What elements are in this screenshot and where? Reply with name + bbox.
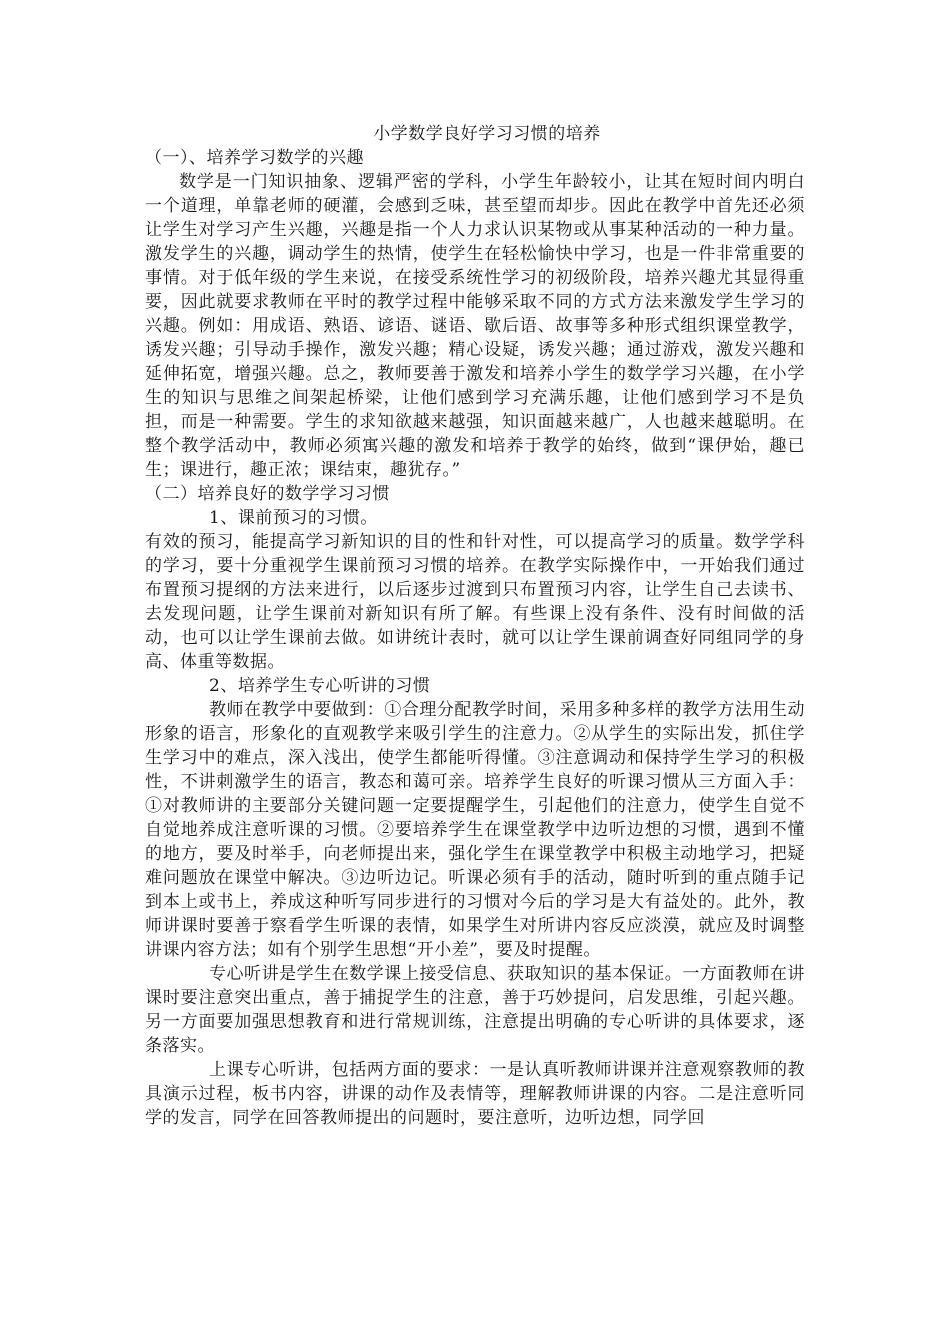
subheading-listening-habit: 2、培养学生专心听讲的习惯 <box>209 676 431 696</box>
paragraph-interest: 数学是一门知识抽象、逻辑严密的学科，小学生年龄较小，让其在短时间内明白一个道理，单靠老师的硬灌，会感到乏味，甚至望而却步。因此在教学中首先还必须让学生对学习产生兴趣，兴趣是指一个人力求认识某物或从事某种活动的一种力量。激发学生的兴趣，调动学生的热情，使学生在轻松愉快中学习，也是一件非常重要的事情。对于低年级的学生来说，在接受系统性学习的初级阶段，培养兴趣尤其显得重要，因此就要求教师在平时的教学过程中能够采取不同的方式方法来激发学生学习的兴趣。例如：用成语、熟语、谚语、谜语、歇后语、故事等多种形式组织课堂教学，诱发兴趣；引导动手操作，激发兴趣；精心设疑，诱发兴趣；通过游戏，激发兴趣和延伸拓宽，增强兴趣。总之，教师要善于激发和培养小学生的数学学习兴趣，在小学生的知识与思维之间架起桥梁，让他们感到学习充满乐趣，让他们感到学习不是负担，而是一种需要。学生的求知欲越来越强，知识面越来越广，人也越来越聪明。在整个教学活动中，教师必须寓兴趣的激发和培养于教学的始终，做到“课伊始，趣已生；课进行，趣正浓；课结束，趣犹存。” <box>145 172 805 480</box>
paragraph-listening-requirements: 上课专心听讲，包括两方面的要求：一是认真听教师讲课并注意观察教师的教具演示过程，板书内容，讲课的动作及表情等，理解教师讲课的内容。二是注意听同学的发言，同学在回答教师提出的问题时，要注意听，边听边想，同学回 <box>145 1060 805 1128</box>
subheading-preview-habit: 1、课前预习的习惯。 <box>209 508 378 528</box>
document-title: 小学数学良好学习习惯的培养 <box>373 124 601 144</box>
document-page <box>145 122 805 1130</box>
paragraph-preview-habit: 有效的预习，能提高学习新知识的目的性和针对性，可以提高学习的质量。数学学科的学习，要十分重视学生课前预习习惯的培养。在教学实际操作中，一开始我们通过布置预习提纲的方法来进行，以后逐步过渡到只布置预习内容，让学生自己去读书、去发现问题，让学生课前对新知识有所了解。有些课上没有条件、没有时间做的活动，也可以让学生课前去做。如讲统计表时，就可以让学生课前调查好同组同学的身高、体重等数据。 <box>145 532 805 672</box>
paragraph-focused-listening: 专心听讲是学生在数学课上接受信息、获取知识的基本保证。一方面教师在讲课时要注意突出重点，善于捕捉学生的注意，善于巧妙提问，启发思维，引起兴趣。另一方面要加强思想教育和进行常规训练，注意提出明确的专心听讲的具体要求，逐条落实。 <box>145 964 805 1056</box>
section-heading-interest: （一）、培养学习数学的兴趣 <box>145 148 364 168</box>
section-heading-habits: （二）培养良好的数学学习习惯 <box>145 484 390 504</box>
paragraph-teacher-requirements: 教师在教学中要做到：①合理分配教学时间，采用多种多样的教学方法用生动形象的语言，形象化的直观教学来吸引学生的注意力。②从学生的实际出发，抓住学生学习中的难点，深入浅出，使学生都能听得懂。③注意调动和保持学生学习的积极性，不讲刺激学生的语言，教态和蔼可亲。培养学生良好的听课习惯从三方面入手：①对教师讲的主要部分关键问题一定要提醒学生，引起他们的注意力，使学生自觉不自觉地养成注意听课的习惯。②要培养学生在课堂教学中边听边想的习惯，遇到不懂的地方，要及时举手，向老师提出来，强化学生在课堂教学中积极主动地学习，把疑难问题放在课堂中解决。③边听边记。听课必须有手的活动，随时听到的重点随手记到本上或书上，养成这种听写同步进行的习惯对今后的学习是大有益处的。此外，教师讲课时要善于察看学生听课的表情，如果学生对所讲内容反应淡漠，就应及时调整讲课内容方法；如有个别学生思想“开小差”，要及时提醒。 <box>145 700 805 960</box>
